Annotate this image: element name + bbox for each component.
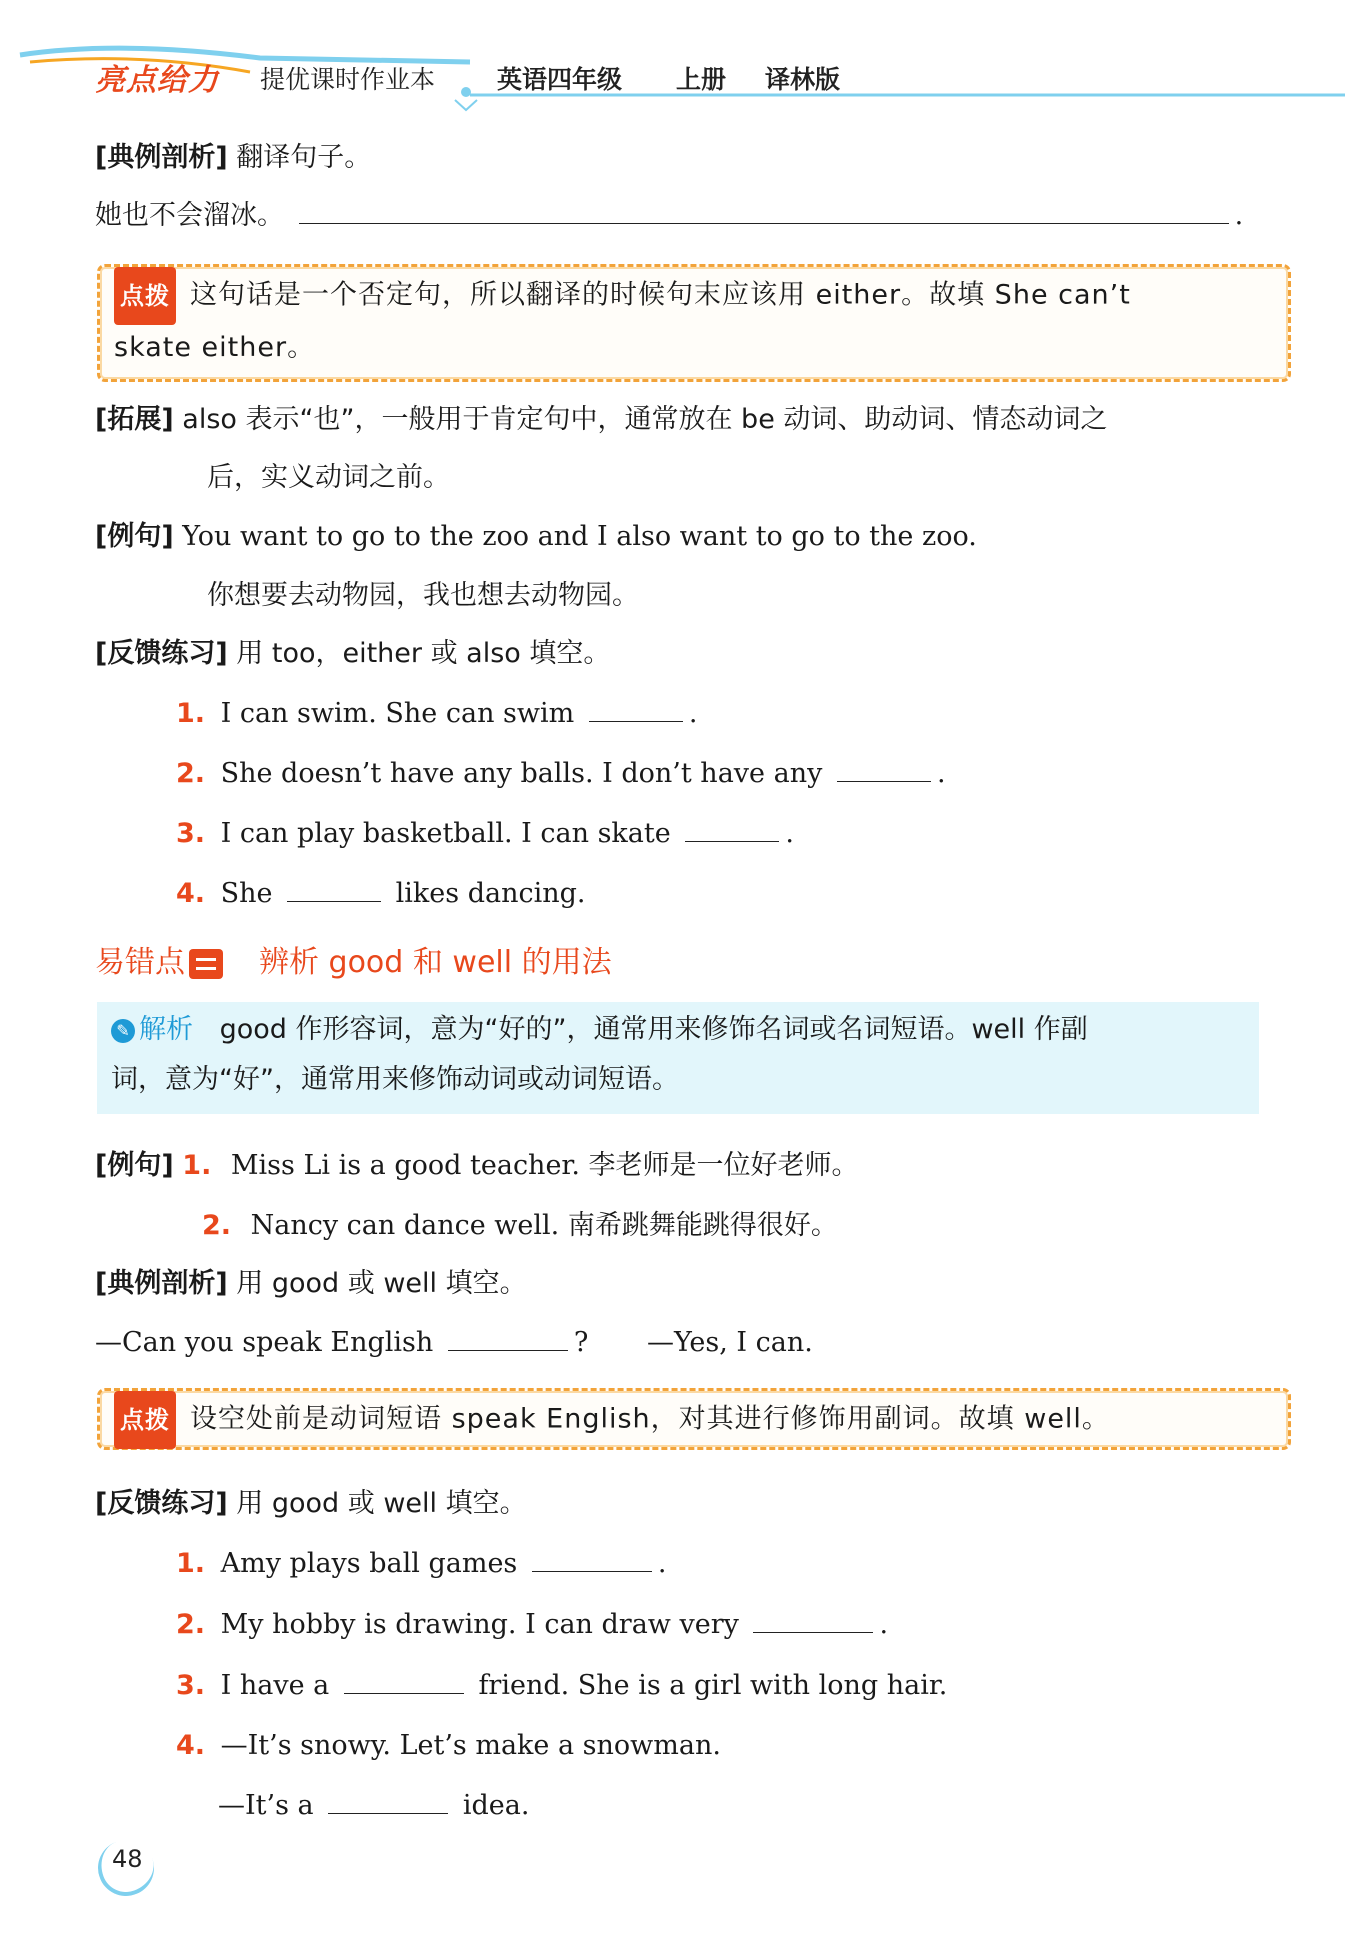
- analysis-label: [111, 1014, 193, 1045]
- page-number: 48: [112, 1845, 143, 1873]
- question-number: 4.: [176, 1730, 206, 1761]
- question-text: She: [220, 878, 273, 909]
- question-text: —It’s snowy. Let’s make a snowman.: [220, 1730, 721, 1761]
- brand-logo: 亮点给力: [95, 63, 219, 98]
- volume: 上册: [676, 65, 727, 94]
- question-end: ?: [573, 1327, 589, 1358]
- analysis-box: [97, 1002, 1259, 1114]
- question-1: [176, 694, 697, 734]
- practice-tag: [反馈练习]: [95, 1488, 228, 1519]
- sentence-cn: 你想要去动物园，我也想去动物园。: [207, 580, 639, 611]
- analysis-text: good 作形容词，意为“好的”，通常用来修饰名词或名词短语。well 作副: [219, 1014, 1088, 1045]
- question-4: [176, 874, 586, 914]
- sentence-en: You want to go to the zoo and I also want to go to the zoo.: [182, 521, 977, 552]
- tip-badge: 点拨: [114, 1391, 176, 1449]
- answer-blank[interactable]: [837, 755, 931, 782]
- answer-blank[interactable]: [328, 1787, 448, 1814]
- question-number: 3.: [176, 1670, 206, 1701]
- example-number: 1.: [182, 1150, 212, 1181]
- question-1: [176, 1544, 666, 1584]
- sentence-example-1: [95, 1146, 859, 1186]
- question-end: likes dancing.: [395, 878, 586, 909]
- example-heading: [95, 138, 371, 178]
- tip-text: 这句话是一个否定句，所以翻译的时候句末应该用 either。故填 She can’t: [190, 279, 1131, 311]
- tip-line: [114, 1391, 1274, 1449]
- sentence-cn: 南希跳舞能跳得很好。: [567, 1210, 838, 1241]
- section-title: [95, 937, 612, 981]
- question-4: [176, 1726, 721, 1766]
- question-number: 1.: [176, 698, 206, 729]
- question-end: .: [688, 698, 698, 729]
- answer-blank[interactable]: [753, 1606, 873, 1633]
- question-number: 4.: [176, 878, 206, 909]
- example-instruction: 翻译句子。: [236, 142, 372, 173]
- practice-instruction: 用 too，either 或 also 填空。: [236, 638, 611, 669]
- example-question-2: [95, 1323, 813, 1363]
- answer-blank[interactable]: [532, 1545, 652, 1572]
- section-number-badge: [189, 949, 223, 979]
- question-4-reply: [218, 1786, 529, 1826]
- section-heading: 辨析 good 和 well 的用法: [259, 945, 612, 980]
- analysis-line-2: 词，意为“好”，通常用来修饰动词或动词短语。: [111, 1064, 679, 1095]
- example-number: 2.: [202, 1210, 232, 1241]
- question-3: [176, 1666, 947, 1706]
- sentence-cn: 李老师是一位好老师。: [588, 1150, 859, 1181]
- extend-line-1: [95, 400, 1107, 440]
- answer-blank[interactable]: [685, 815, 779, 842]
- practice-heading: [95, 634, 610, 674]
- question-end: friend. She is a girl with long hair.: [478, 1670, 948, 1701]
- question-text: I have a: [220, 1670, 330, 1701]
- tip-text: 设空处前是动词短语 speak English，对其进行修饰用副词。故填 well。: [190, 1403, 1110, 1435]
- practice-heading-2: [95, 1484, 527, 1524]
- question-text: Amy plays ball games: [220, 1548, 518, 1579]
- question-text: I can swim. She can swim: [220, 698, 575, 729]
- question-end: .: [879, 1609, 889, 1640]
- sentence-example: [95, 517, 977, 557]
- page-header: [0, 0, 1350, 120]
- extend-text: also 表示“也”，一般用于肯定句中，通常放在 be 动词、助动词、情态动词之: [182, 404, 1108, 435]
- question-end: .: [936, 758, 946, 789]
- question-3: [176, 814, 794, 854]
- sentence-en: Miss Li is a good teacher.: [230, 1150, 580, 1181]
- example-question-text: —Can you speak English: [95, 1327, 434, 1358]
- subject-grade: 英语四年级: [497, 65, 623, 94]
- sentence-example-2: [202, 1206, 838, 1246]
- sentence-en: Nancy can dance well.: [250, 1210, 560, 1241]
- answer-blank[interactable]: [344, 1667, 464, 1694]
- question-number: 1.: [176, 1548, 206, 1579]
- extend-tag: [拓展]: [95, 404, 174, 435]
- example-question: 她也不会溜冰。 .: [95, 196, 1243, 236]
- answer-blank[interactable]: [287, 875, 381, 902]
- example-answer: —Yes, I can.: [646, 1327, 813, 1358]
- tip-box-1: [97, 264, 1291, 382]
- extend-line-2: 后，实义动词之前。: [207, 462, 450, 493]
- example-heading-2: [95, 1264, 527, 1304]
- tip-badge: 点拨: [114, 267, 176, 325]
- tip-line-2: skate either。: [114, 332, 316, 363]
- practice-instruction: 用 good 或 well 填空。: [236, 1488, 527, 1519]
- edition: 译林版: [765, 65, 841, 94]
- sentence-tag: [例句]: [95, 521, 174, 552]
- question-end: .: [785, 818, 794, 849]
- analysis-line-1: [111, 1010, 1273, 1050]
- question-end: idea.: [462, 1790, 530, 1821]
- question-text: I can play basketball. I can skate: [220, 818, 671, 849]
- book-title: 提优课时作业本: [260, 65, 436, 94]
- answer-blank[interactable]: [299, 197, 1229, 224]
- question-2: [176, 1605, 888, 1645]
- example-instruction: 用 good 或 well 填空。: [236, 1268, 527, 1299]
- section-prefix: 易错点: [95, 945, 185, 980]
- question-end: .: [657, 1548, 667, 1579]
- sentence-tag: [例句]: [95, 1150, 174, 1181]
- question-text: My hobby is drawing. I can draw very: [220, 1609, 739, 1640]
- answer-blank[interactable]: [589, 695, 683, 722]
- question-number: 2.: [176, 758, 206, 789]
- answer-blank[interactable]: [448, 1324, 568, 1351]
- question-number: 2.: [176, 1609, 206, 1640]
- question-text: She doesn’t have any balls. I don’t have any: [220, 758, 823, 789]
- example-question-text: 她也不会溜冰。: [95, 200, 284, 231]
- question-2: [176, 754, 946, 794]
- example-tag: [典例剖析]: [95, 142, 228, 173]
- tip-box-2: [97, 1388, 1291, 1450]
- pencil-icon: ✎: [111, 1019, 135, 1043]
- question-text: —It’s a: [218, 1790, 314, 1821]
- tip-line-1: [114, 267, 1274, 325]
- question-number: 3.: [176, 818, 206, 849]
- practice-tag: [反馈练习]: [95, 638, 228, 669]
- example-tag: [典例剖析]: [95, 1268, 228, 1299]
- analysis-label-text: 解析: [139, 1014, 193, 1045]
